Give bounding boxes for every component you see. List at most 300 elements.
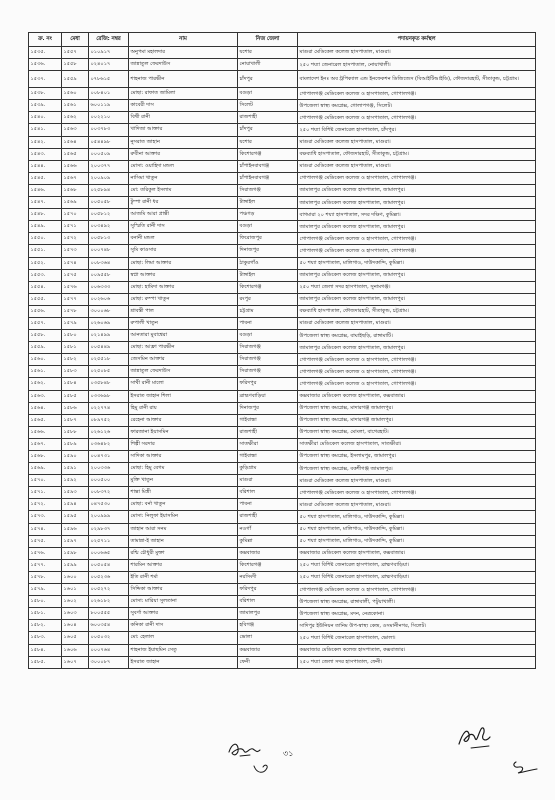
merit-cell: ১৫৯৩ xyxy=(62,487,89,499)
merit-cell: ১৬০৪ xyxy=(62,620,89,632)
merit-cell: ১৫৫৭ xyxy=(62,47,89,59)
posting-cell: ২৫০ শয্যা বিশিষ্ট জেনারেল হাসপাতাল, ব্রাহ্মণবাড়িয়া। xyxy=(298,571,536,583)
reg-no-cell: ০২৫০৮৫ xyxy=(89,366,129,378)
table-row xyxy=(29,487,536,499)
district-cell: হবিগঞ্জ xyxy=(238,620,298,632)
district-cell: চাঁপাইনবাবগঞ্জ xyxy=(238,160,298,172)
name-cell: জান্নাতুল ফেরদাউস xyxy=(129,366,238,378)
serial-cell: ১৫৩৮. xyxy=(29,88,62,100)
reg-no-cell: ০০৩৭৮৩ xyxy=(89,124,129,136)
serial-cell: ১৫৫৫. xyxy=(29,293,62,305)
posting-cell: বক্ষব্যাধি হাসপাতাল, ফৌজদারহাট, সীতাকুন্ড, চট্টগ্রাম। xyxy=(298,305,536,317)
name-cell: সুমি কাওসার xyxy=(129,245,238,257)
reg-no-cell: ০০৫২৩৬ xyxy=(89,571,129,583)
reg-no-cell: ০০৫২৭২ xyxy=(89,584,129,596)
merit-cell: ১৫৯৭ xyxy=(62,535,89,547)
reg-no-cell: ০০০৭৪৮ xyxy=(89,245,129,257)
reg-no-cell: ০০০৫০০ xyxy=(89,475,129,487)
name-cell: সিদ্দিকা আক্তার xyxy=(129,584,238,596)
name-cell: কাবেরী দাস xyxy=(129,100,238,112)
serial-cell: ১৫৭০. xyxy=(29,475,62,487)
reg-no-cell: ০২৪০১৭ xyxy=(89,59,129,71)
district-cell: পাবনা xyxy=(238,317,298,329)
table-row xyxy=(29,535,536,547)
district-cell: ঠাকুরগাঁও xyxy=(238,257,298,269)
posting-cell: ৫০ শয্যা হাসপাতাল, মালিগাও, দাউদকান্দি, কুমিল্লা। xyxy=(298,511,536,523)
reg-no-cell: ০৩৫৮৪৮ xyxy=(89,378,129,390)
merit-cell: ১৫৯৪ xyxy=(62,499,89,511)
posting-cell: মাগুরা মেডিকেল কলেজ হাসপাতাল, মাগুরা। xyxy=(298,47,536,59)
header-serial: ক্র. নং xyxy=(29,33,62,47)
table-row xyxy=(29,571,536,583)
table-row xyxy=(29,342,536,354)
name-cell: মোসা: ওয়াহিদা মন্ডল xyxy=(129,160,238,172)
table-row xyxy=(29,172,536,184)
posting-cell: কক্সবাজার মেডিকেল কলেজ হাসপাতাল, কক্সবাজার। xyxy=(298,390,536,402)
district-cell: জামালপুর xyxy=(238,608,298,620)
merit-cell: ১৫৮৩ xyxy=(62,366,89,378)
table-row xyxy=(29,88,536,100)
reg-no-cell: ০৭৮৬১৫ xyxy=(89,71,129,88)
district-cell: বগুড়া xyxy=(238,330,298,342)
serial-cell: ১৫৩৭. xyxy=(29,71,62,88)
table-row xyxy=(29,293,536,305)
posting-cell: ২৫০ শয্যা জেনারেল হাসপাতাল, নোয়াখালী। xyxy=(298,59,536,71)
posting-cell: উপজেলা স্বাস্থ্য কমপ্লেক্স, বাঘাইছড়ি, রাঙ্গামাটি। xyxy=(298,330,536,342)
merit-cell: ১৫৬৩ xyxy=(62,124,89,136)
table-row xyxy=(29,245,536,257)
reg-no-cell: ২০০৯৯৯ xyxy=(89,511,129,523)
signature-left xyxy=(226,738,262,762)
posting-cell: জামালপুর মেডিকেল কলেজ হাসপাতাল, জামালপুর। xyxy=(298,293,536,305)
serial-cell: ১৫৮৫. xyxy=(29,656,62,668)
serial-cell: ১৫৬৪. xyxy=(29,402,62,414)
district-cell: বগুড়া xyxy=(238,221,298,233)
table-row xyxy=(29,511,536,523)
district-cell: মাগুরা xyxy=(238,475,298,487)
merit-cell: ১৫৯৬ xyxy=(62,523,89,535)
reg-no-cell: ০২১৪৯৯ xyxy=(89,330,129,342)
table-row xyxy=(29,559,536,571)
table-row xyxy=(29,584,536,596)
serial-cell: ১৫৬০. xyxy=(29,354,62,366)
name-cell: তামান্না-ই জাহান xyxy=(129,535,238,547)
merit-cell: ১৫৭৮ xyxy=(62,305,89,317)
serial-cell: ১৫৭৬. xyxy=(29,547,62,559)
district-cell: বরিশাল xyxy=(238,596,298,608)
serial-cell: ১৫৬৩. xyxy=(29,390,62,402)
name-cell: শাহনাজ ইয়াছমিন সেতু xyxy=(129,644,238,656)
merit-cell: ১৫৬০ xyxy=(62,88,89,100)
table-row xyxy=(29,414,536,426)
serial-cell: ১৫৫৬. xyxy=(29,305,62,317)
name-cell: টুম্পা রানী ধর xyxy=(129,197,238,209)
table-row xyxy=(29,451,536,463)
name-cell: মোছা: লিমা আক্তার xyxy=(129,257,238,269)
district-cell: রাজশাহী xyxy=(238,426,298,438)
merit-cell: ১৫৭০ xyxy=(62,209,89,221)
serial-cell: ১৫৬৬. xyxy=(29,426,62,438)
name-cell: রুবীনা আক্তার xyxy=(129,148,238,160)
name-cell: সুবর্ণা আক্তার xyxy=(129,608,238,620)
serial-cell: ১৫৪৫. xyxy=(29,172,62,184)
signature-right xyxy=(455,722,495,754)
reg-no-cell: ০৩৩৬৯৮ xyxy=(89,390,129,402)
merit-cell: ১৫৬৪ xyxy=(62,136,89,148)
district-cell: ফিরোজপুর xyxy=(238,233,298,245)
district-cell: কিশোরগঞ্জ xyxy=(238,148,298,160)
reg-no-cell: ০০২৬০৬ xyxy=(89,293,129,305)
table-row xyxy=(29,112,536,124)
reg-no-cell: ০০৫৮১৩ xyxy=(89,233,129,245)
district-cell: কিশোরগঞ্জ xyxy=(238,281,298,293)
table-row xyxy=(29,426,536,438)
merit-cell: ১৫৬৮ xyxy=(62,184,89,196)
table-row xyxy=(29,547,536,559)
posting-cell: মাগুরা মেডিকেল কলেজ হাসপাতাল, মাগুরা। xyxy=(298,317,536,329)
serial-cell: ১৫৮১. xyxy=(29,608,62,620)
name-cell: মোছা: হিমু বেগম xyxy=(129,463,238,475)
table-body xyxy=(29,47,536,669)
posting-cell: উপজেলা স্বাস্থ্য কমপ্লেক্স, মাদারগঞ্জ জামালপুর। xyxy=(298,402,536,414)
serial-cell: ১৫৭৯. xyxy=(29,584,62,596)
table-row xyxy=(29,197,536,209)
posting-cell: উপজেলা স্বাস্থ্য কমপ্লেক্স, বকশীগঞ্জ জামালপুর। xyxy=(298,463,536,475)
merit-cell: ১৬০০ xyxy=(62,571,89,583)
serial-cell: ১৫৫২. xyxy=(29,257,62,269)
merit-cell: ১৬০৬ xyxy=(62,644,89,656)
district-cell: ব্রাহ্মণবাড়িয়া xyxy=(238,390,298,402)
serial-cell: ১৫৪৮. xyxy=(29,209,62,221)
name-cell: ইতি রানী শর্মা xyxy=(129,571,238,583)
reg-no-cell: ০০৫০৩২ xyxy=(89,632,129,644)
district-cell: সাতক্ষীরা xyxy=(238,438,298,450)
reg-no-cell: ৩০০০৮৭ xyxy=(89,656,129,668)
reg-no-cell: ০০০৬৬৫ xyxy=(89,547,129,559)
posting-cell: উপজেলা স্বাস্থ্য কমপ্লেক্স, গোলাপগঞ্জ, সিলেট। xyxy=(298,100,536,112)
merit-cell: ১৫৭১ xyxy=(62,221,89,233)
table-row xyxy=(29,233,536,245)
serial-cell: ১৫৬২. xyxy=(29,378,62,390)
reg-no-cell: ০২৫৮৯৪ xyxy=(89,184,129,196)
district-cell: দিনাজপুর xyxy=(238,245,298,257)
posting-cell: গোপালগঞ্জ মেডিকেল কলেজ ও হাসপাতাল, গোপালগঞ্জ। xyxy=(298,354,536,366)
posting-cell: বক্ষব্যাধি হাসপাতাল, ফৌজদারহাট, সীতাকুন্ড, চট্টগ্রাম। xyxy=(298,148,536,160)
district-cell: চাঁদপুর xyxy=(238,71,298,88)
serial-cell: ১৫৬৮. xyxy=(29,451,62,463)
table-row xyxy=(29,221,536,233)
table-row xyxy=(29,438,536,450)
name-cell: সাথী রানী মালো xyxy=(129,378,238,390)
name-cell: ইসরাত জাহান শিলা xyxy=(129,390,238,402)
serial-cell: ১৫৭৭. xyxy=(29,559,62,571)
name-cell: শিল্পী সরদার xyxy=(129,438,238,450)
merit-cell: ১৫৬৫ xyxy=(62,148,89,160)
reg-no-cell: ০০৫০৫৪ xyxy=(89,559,129,571)
reg-no-cell: ০০৩৪৯২ xyxy=(89,221,129,233)
posting-cell: ২৫০ শয্যা জেলা সদর হাসপাতাল, সুনামগঞ্জ। xyxy=(298,281,536,293)
posting-cell: ২৫০ শয্যা বিশিষ্ট জেনারেল হাসপাতাল, চাঁদপুর। xyxy=(298,124,536,136)
name-cell: শারমিন আক্তার xyxy=(129,559,238,571)
merit-cell: ১৫৬২ xyxy=(62,112,89,124)
serial-cell: ১৫৫৭. xyxy=(29,317,62,329)
name-cell: সাদিকা আক্তার xyxy=(129,451,238,463)
reg-no-cell: ৮০০৫৫৫ xyxy=(89,608,129,620)
district-cell: কুড়িগ্রাম xyxy=(238,463,298,475)
merit-cell: ১৫৮৬ xyxy=(62,402,89,414)
reg-no-cell: ০৩৬৪৮২ xyxy=(89,438,129,450)
serial-cell: ১৫৩৬. xyxy=(29,59,62,71)
reg-no-cell: ০২২৭৭৪ xyxy=(89,402,129,414)
table-row xyxy=(29,281,536,293)
name-cell: মোছা: রাফাত জামিলা xyxy=(129,88,238,100)
district-cell: রাজশাহী xyxy=(238,511,298,523)
table-row xyxy=(29,366,536,378)
reg-no-cell: ৬০০১১৯ xyxy=(89,100,129,112)
district-cell: রাজশাহী xyxy=(238,112,298,124)
serial-cell: ১৫৪৭. xyxy=(29,197,62,209)
table-row xyxy=(29,209,536,221)
merit-cell: ১৫৮৯ xyxy=(62,438,89,450)
table-row xyxy=(29,136,536,148)
table-row xyxy=(29,148,536,160)
posting-cell: সাদিপুর ইউনিয়ন তানিম উপ-স্বাস্থ্য কেন্দ্র, ওসমানীনগর, সিলেট। xyxy=(298,620,536,632)
name-cell: মো: হেলাল xyxy=(129,632,238,644)
serial-cell: ১৫৬৯. xyxy=(29,463,62,475)
district-cell: যশোর xyxy=(238,136,298,148)
district-cell: পঞ্চগড় xyxy=(238,209,298,221)
posting-cell: ২৫০ শয্যা জেলা সদর হাসপাতাল, ফেনী। xyxy=(298,656,536,668)
posting-cell: ২৫০ শয্যা বিশিষ্ট জেনারেল হাসপাতাল, ব্রাহ্মণবাড়িয়া। xyxy=(298,559,536,571)
district-cell: বগুড়া xyxy=(238,88,298,100)
table-row xyxy=(29,269,536,281)
merit-cell: ১৫৮১ xyxy=(62,342,89,354)
posting-cell: ৫০ শয্যা হাসপাতাল, মালিগাও, দাউদকান্দি, কুমিল্লা। xyxy=(298,257,536,269)
posting-cell: গোপালগঞ্জ মেডিকেল কলেজ ও হাসপাতাল, গোপালগঞ্জ। xyxy=(298,233,536,245)
district-cell: কিশোরগঞ্জ xyxy=(238,559,298,571)
district-cell: গাইবান্ধা xyxy=(238,414,298,426)
district-cell: ফরিদপুর xyxy=(238,584,298,596)
serial-cell: ১৫৩৫. xyxy=(29,47,62,59)
name-cell: নাসিমা খাতুন xyxy=(129,172,238,184)
reg-no-cell: ০২৬১২৬ xyxy=(89,426,129,438)
serial-cell: ১৫৫৩. xyxy=(29,269,62,281)
serial-cell: ১৫৮৩. xyxy=(29,632,62,644)
merit-cell: ১৫৭৭ xyxy=(62,293,89,305)
posting-cell: গোপালগঞ্জ মেডিকেল কলেজ ও হাসপাতাল, গোপালগঞ্জ। xyxy=(298,584,536,596)
merit-cell: ১৫৮৮ xyxy=(62,426,89,438)
name-cell: অনুপমা মহালদার xyxy=(129,47,238,59)
posting-cell: বাংলাদেশ ইনঃ অব ট্রপিক্যাল এন্ড ইনফেকশন ডিজিজেস (বিআইটিআইডি), ফৌজদারহাট, সীতাকুন্ড, চট্টগ্রাম। xyxy=(298,71,536,88)
table-row xyxy=(29,330,536,342)
merit-cell: ১৫৬৬ xyxy=(62,160,89,172)
name-cell: জান্নাতুল ফেরদাউস xyxy=(129,59,238,71)
posting-cell: জামালপুর মেডিকেল কলেজ হাসপাতাল, জামালপুর। xyxy=(298,184,536,196)
table-row xyxy=(29,47,536,59)
header-merit: মেধা xyxy=(62,33,89,47)
merit-cell: ১৫৯১ xyxy=(62,463,89,475)
posting-cell: জামালপুর মেডিকেল কলেজ হাসপাতাল, জামালপুর। xyxy=(298,197,536,209)
merit-cell: ১৫৮৭ xyxy=(62,414,89,426)
merit-cell: ১৫৮০ xyxy=(62,330,89,342)
serial-cell: ১৫৫৪. xyxy=(29,281,62,293)
name-cell: মো: তরিকুল ইসলাম xyxy=(129,184,238,196)
posting-cell: উপজেলা স্বাস্থ্য কমপ্লেক্স, ইসলামপুর, জামালপুর। xyxy=(298,451,536,463)
merit-cell: ১৬০২ xyxy=(62,596,89,608)
posting-cell: ২৫০ শয্যা বিশিষ্ট জেনারেল হাসপাতাল, ভোলা। xyxy=(298,632,536,644)
district-cell: রংপুর xyxy=(238,293,298,305)
name-cell: খাদিজা আক্তার xyxy=(129,124,238,136)
merit-cell: ১৫৯৮ xyxy=(62,547,89,559)
merit-cell: ১৫৮৪ xyxy=(62,378,89,390)
district-cell: টাঙ্গাইল xyxy=(238,197,298,209)
posting-table xyxy=(28,32,536,669)
table-row xyxy=(29,257,536,269)
reg-no-cell: ০২৯৮৩৭ xyxy=(89,523,129,535)
posting-cell: গোপালগঞ্জ মেডিকেল কলেজ ও হাসপাতাল, গোপালগঞ্জ। xyxy=(298,112,536,124)
posting-cell: জামালপুর মেডিকেল কলেজ হাসপাতাল, জামালপুর। xyxy=(298,269,536,281)
district-cell: ফরিদপুর xyxy=(238,378,298,390)
table-row xyxy=(29,100,536,112)
district-cell: নরসিংদী xyxy=(238,571,298,583)
merit-cell: ১৫৫৮ xyxy=(62,59,89,71)
table-row xyxy=(29,378,536,390)
serial-cell: ১৫৫১. xyxy=(29,245,62,257)
reg-no-cell: ৬০০৩৫৪ xyxy=(89,620,129,632)
name-cell: শাহনাজ পারভীন xyxy=(129,71,238,88)
merit-cell: ১৫৬৯ xyxy=(62,197,89,209)
serial-cell: ১৫৪৪. xyxy=(29,160,62,172)
table-row xyxy=(29,499,536,511)
table-row xyxy=(29,354,536,366)
posting-cell: উপজেলা স্বাস্থ্য কমপ্লেক্স, মদন, নেত্রকোনা। xyxy=(298,608,536,620)
name-cell: নুসরাত জাহান xyxy=(129,136,238,148)
table-row xyxy=(29,656,536,668)
serial-cell: ১৫৪২. xyxy=(29,136,62,148)
reg-no-cell: ০০০৭৬৪ xyxy=(89,644,129,656)
serial-cell: ১৫৮৪. xyxy=(29,644,62,656)
posting-cell: ৫০ শয্যা হাসপাতাল, মালিগাও, দাউদকান্দি, কুমিল্লা। xyxy=(298,523,536,535)
serial-cell: ১৫৫০. xyxy=(29,233,62,245)
table-row xyxy=(29,390,536,402)
reg-no-cell: ০৪৭৫৩০ xyxy=(89,499,129,511)
header-home-district: নিজ জেলা xyxy=(238,33,298,47)
posting-cell: উপজেলা স্বাস্থ্য কমপ্লেক্স, মাদারগঞ্জ জামালপুর। xyxy=(298,414,536,426)
reg-no-cell: ০০৫৪৪৯ xyxy=(89,342,129,354)
reg-no-cell: ২০০৩৭৭ xyxy=(89,160,129,172)
posting-cell: মাগুরা মেডিকেল কলেজ হাসপাতাল, মাগুরা। xyxy=(298,136,536,148)
merit-cell: ১৫৭২ xyxy=(62,233,89,245)
reg-no-cell: ২০০৯০৯ xyxy=(89,172,129,184)
table-row xyxy=(29,160,536,172)
posting-cell: মাগুরা মেডিকেল কলেজ হাসপাতাল, মাগুরা। xyxy=(298,160,536,172)
name-cell: মোসা: মারিয়া সুলতানা xyxy=(129,596,238,608)
name-cell: কনিকা রানী দাস xyxy=(129,620,238,632)
serial-cell: ১৫৪৩. xyxy=(29,148,62,160)
name-cell: মোসা: নিলুফা ইয়াসমিন xyxy=(129,511,238,523)
reg-no-cell: ০০০৫০৯ xyxy=(89,148,129,160)
table-row xyxy=(29,644,536,656)
name-cell: রেহেনা আক্তার xyxy=(129,414,238,426)
serial-cell: ১৫৭৫. xyxy=(29,535,62,547)
posting-cell: কক্সবাজার মেডিকেল কলেজ হাসপাতাল, কক্সবাজার। xyxy=(298,547,536,559)
merit-cell: ১৫৬৭ xyxy=(62,172,89,184)
serial-cell: ১৫৮০. xyxy=(29,596,62,608)
posting-cell: গোপালগঞ্জ মেডিকেল কলেজ ও হাসপাতাল, গোপালগঞ্জ। xyxy=(298,245,536,257)
name-cell: জাহান আরা সনম xyxy=(129,523,238,535)
district-cell: কক্সবাজার xyxy=(238,644,298,656)
serial-cell: ১৫৭৩. xyxy=(29,511,62,523)
district-cell: নোয়াখালী xyxy=(238,59,298,71)
posting-cell: উপজেলা স্বাস্থ্য কমপ্লেক্স, রাঙ্গাবালী, পটুয়াখালী। xyxy=(298,596,536,608)
name-cell: শান্তা মিস্ত্রী xyxy=(129,487,238,499)
table-row xyxy=(29,71,536,88)
merit-cell: ১৫৭৯ xyxy=(62,317,89,329)
name-cell: মুক্তি খাতুন xyxy=(129,475,238,487)
serial-cell: ১৫৬৭. xyxy=(29,438,62,450)
serial-cell: ১৫৮২. xyxy=(29,620,62,632)
merit-cell: ১৫৭৪ xyxy=(62,257,89,269)
district-cell: পাবনা xyxy=(238,499,298,511)
serial-cell: ১৫৪৯. xyxy=(29,221,62,233)
name-cell: স্বপ্না আক্তার xyxy=(129,269,238,281)
name-cell: জেসমিন আক্তার xyxy=(129,354,238,366)
reg-no-cell: ০০৯৫৫৮ xyxy=(89,269,129,281)
reg-no-cell: ০২৫৭১১ xyxy=(89,535,129,547)
name-cell: শ্রাবন্তী পাল xyxy=(129,305,238,317)
posting-cell: ৫০ শয্যা হাসপাতাল, মালিগাও, দাউদকান্দি, কুমিল্লা। xyxy=(298,535,536,547)
serial-cell: ১৫৩৯. xyxy=(29,100,62,112)
name-cell: আনতারা মুবাশ্বেরা xyxy=(129,330,238,342)
reg-no-cell: ০২৬১৮২ xyxy=(89,596,129,608)
initial-mark xyxy=(252,760,272,776)
reg-no-cell: ০০৮৩৬৪ xyxy=(89,257,129,269)
name-cell: আজমি আরা প্রান্তী xyxy=(129,209,238,221)
name-cell: মোছা: রুম্পা খাতুন xyxy=(129,293,238,305)
serial-cell: ১৫৬৫. xyxy=(29,414,62,426)
table-row xyxy=(29,475,536,487)
district-cell: নওগাঁ xyxy=(238,523,298,535)
table-row xyxy=(29,402,536,414)
table-header-row xyxy=(29,33,536,47)
merit-cell: ১৬০৭ xyxy=(62,656,89,668)
reg-no-cell: ০২৬০৬৯ xyxy=(89,317,129,329)
name-cell: বিথী রানী xyxy=(129,112,238,124)
header-name: নাম xyxy=(129,33,238,47)
reg-no-cell: ০০২২১০ xyxy=(89,112,129,124)
serial-cell: ১৫৫৯. xyxy=(29,342,62,354)
district-cell: সিরাজগঞ্জ xyxy=(238,342,298,354)
posting-cell: গোপালগঞ্জ মেডিকেল কলেজ ও হাসপাতাল, গোপালগঞ্জ। xyxy=(298,88,536,100)
name-cell: হিমু রানী রায় xyxy=(129,402,238,414)
serial-cell: ১৫৭৮. xyxy=(29,571,62,583)
serial-cell: ১৫৭১. xyxy=(29,487,62,499)
district-cell: কুমিল্লা xyxy=(238,535,298,547)
district-cell: চাঁপাইনবাবগঞ্জ xyxy=(238,172,298,184)
district-cell: কক্সবাজার xyxy=(238,547,298,559)
district-cell: সিরাজগঞ্জ xyxy=(238,366,298,378)
serial-cell: ১৫৫৮. xyxy=(29,330,62,342)
merit-cell: ১৫৮৫ xyxy=(62,390,89,402)
reg-no-cell: ০২৫৫১৮ xyxy=(89,354,129,366)
name-cell: ইসরাত জাহান xyxy=(129,656,238,668)
table-row xyxy=(29,124,536,136)
posting-cell: কক্সবাজার মেডিকেল কলেজ হাসপাতাল, কক্সবাজার। xyxy=(298,644,536,656)
reg-no-cell: ২০০৩৩৬ xyxy=(89,463,129,475)
serial-cell: ১৫৭২. xyxy=(29,499,62,511)
table-row xyxy=(29,523,536,535)
posting-cell: গোপালগঞ্জ মেডিকেল কলেজ ও হাসপাতাল, গোপালগঞ্জ। xyxy=(298,487,536,499)
